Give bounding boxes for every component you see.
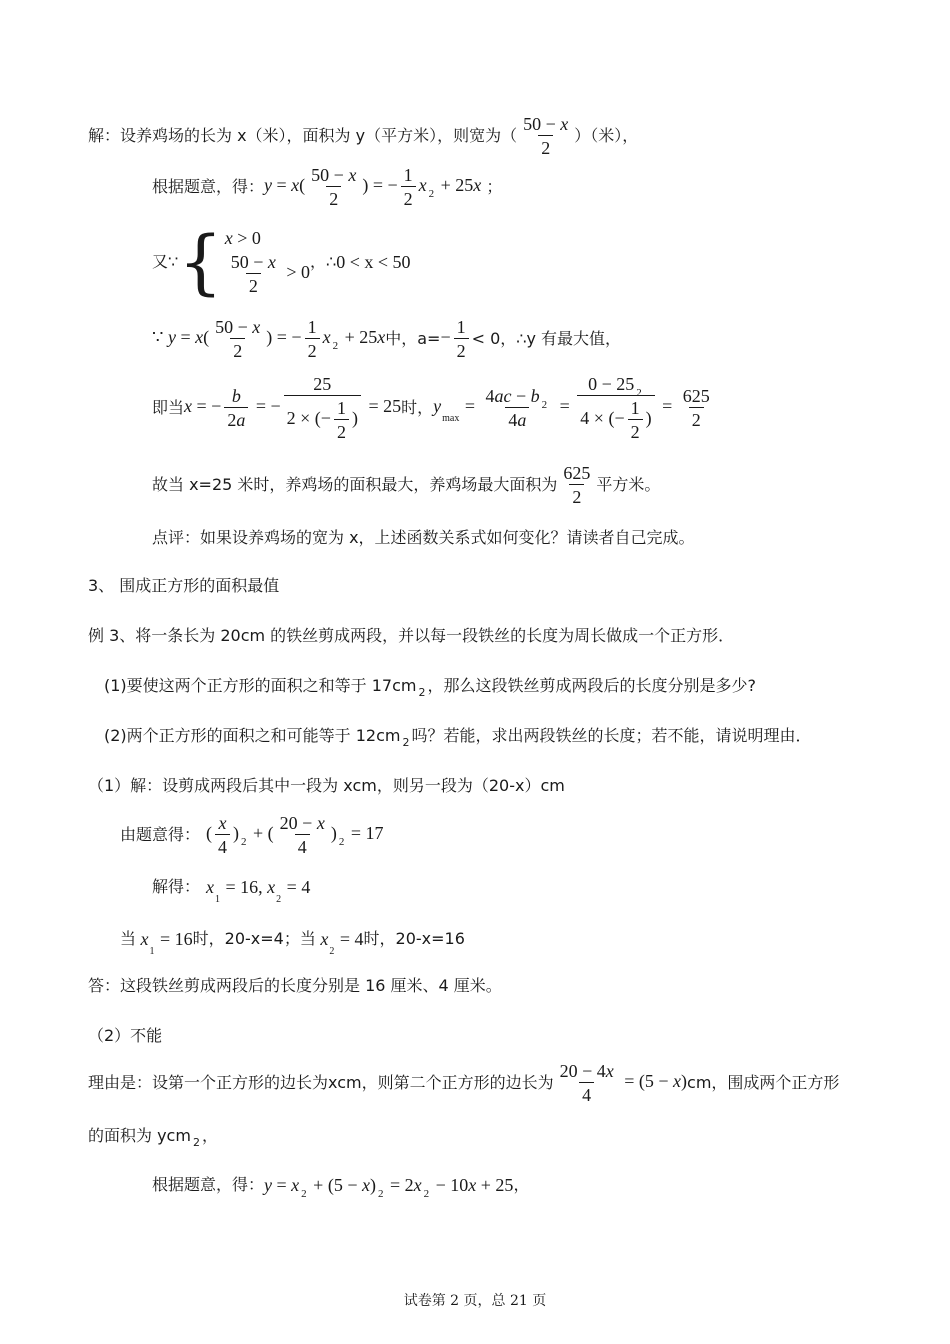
text-s1: （1）解：设剪成两段后其中一段为 xcm，则另一段为（20-x）cm xyxy=(88,776,565,795)
formula-function-restated: ∵ y = x( $\frac{50 - x}{2}$ ) = − $\frac{1}{2}$ x $_2$ + 25x xyxy=(152,317,386,361)
text-s6-a: 理由是：设第一个正方形的边长为xcm，则第二个正方形的边长为 xyxy=(88,1073,554,1092)
text-s7-sup: 2 xyxy=(192,1135,200,1149)
formula-x1: $x_1 = 16$ xyxy=(140,929,193,957)
formula-area-sum: ( $\frac{x}{4}$ ) $_2$ + ( $\frac{20 - x}{4}$ ) $_2$ = 17 xyxy=(206,813,384,857)
text-q1-b: ，那么这段铁丝剪成两段后的长度分别是多少? xyxy=(427,676,756,695)
formula-width: $\frac{50 - x}{2}$ xyxy=(523,114,569,158)
text-q1-sup: 2 xyxy=(418,685,426,699)
solution-line-vertex xyxy=(152,374,716,442)
formula-domain-range: 0 < x < 50 xyxy=(336,252,411,272)
formula-y-max: $y_{max}$ = $\frac{4ac - b _2}{4a}$ = 0 − 25 $_2$ 4 × (− $\frac{1}{2}$ ) = $\frac{625}{2}$ xyxy=(433,374,710,442)
formula-a-value: − $\frac{1}{2}$ xyxy=(440,318,471,360)
text-answer-1: 答：这段铁丝剪成两段后的长度分别是 16 厘米、4 厘米。 xyxy=(88,976,502,995)
solution-2-header xyxy=(88,1026,162,1046)
solution-line-conclusion xyxy=(152,462,660,508)
text-conclusion: 故当 x=25 米时，养鸡场的面积最大，养鸡场最大面积为 xyxy=(152,475,558,494)
formula-area-quadratic: y = x $_2$ + (5 − x) $_2$ = 2x $_2$ − 10x + 25 xyxy=(264,1175,514,1200)
section-heading-3 xyxy=(88,576,279,596)
text-s8: 根据题意，得： xyxy=(152,1175,265,1194)
solution-line-width xyxy=(88,113,638,159)
text-width-unit: ）（米）， xyxy=(574,126,639,145)
formula-side-length: $\frac{20 - 4x}{4}$ = (5 − x) xyxy=(559,1061,688,1105)
solution-2-area-def xyxy=(88,1126,218,1149)
text-width-intro: 解：设养鸡场的长为 x（米），面积为 y（平方米），则宽为（ xyxy=(88,126,518,145)
text-s4-a: 当 xyxy=(120,929,137,948)
text-where-a: 中，a= xyxy=(385,329,441,348)
solution-1-roots xyxy=(152,874,311,905)
text-example-3: 例 3、将一条长为 20cm 的铁丝剪成两段，并以每一段铁丝的长度为周长做成一个正方形． xyxy=(88,626,735,645)
solution-2-reason xyxy=(88,1060,839,1106)
text-has-max: < 0，∴y 有最大值， xyxy=(471,329,622,348)
text-s2: 由题意得： xyxy=(120,825,201,844)
formula-area-function: y = x( $\frac{50 - x}{2}$ ) = − $\frac{1}{2}$ x $_2$ + 25x xyxy=(264,165,482,209)
comment-line xyxy=(152,528,695,548)
question-2 xyxy=(104,726,812,749)
solution-1-setup xyxy=(88,776,565,796)
text-s7-b: ， xyxy=(201,1126,218,1145)
formula-inequality-system: { x > 0 $\frac{50 - x}{2}$ > 0 xyxy=(178,221,311,303)
page-footer xyxy=(0,1292,950,1310)
text-q1-a: (1)要使这两个正方形的面积之和等于 17cm xyxy=(104,676,417,695)
text-s8-comma: ， xyxy=(513,1175,530,1194)
text-s7-a: 的面积为 ycm xyxy=(88,1126,191,1145)
text-s4-b: 时，20-x=4；当 xyxy=(192,929,316,948)
text-heading-3: 3、 围成正方形的面积最值 xyxy=(88,576,280,595)
solution-2-function xyxy=(152,1172,529,1198)
text-according: 根据题意，得： xyxy=(152,177,265,196)
text-q2-sup: 2 xyxy=(402,735,410,749)
question-1 xyxy=(104,676,756,699)
text-semicolon: ； xyxy=(481,177,503,196)
text-q2-a: (2)两个正方形的面积之和可能等于 12cm xyxy=(104,726,401,745)
text-s4-c: 时，20-x=16 xyxy=(363,929,465,948)
solution-1-equation xyxy=(120,810,383,860)
text-namely-when: 即当 xyxy=(152,398,185,417)
text-therefore: ，∴ xyxy=(310,252,337,271)
text-s6-b: cm，围成两个正方形 xyxy=(687,1073,840,1092)
brace-icon: { xyxy=(178,221,223,303)
formula-roots: $x_1 = 16$, $x_2 = 4$ xyxy=(206,877,311,905)
solution-line-coefficient xyxy=(152,316,621,362)
formula-x2: $x_2 = 4$ xyxy=(320,929,364,957)
text-s5: （2）不能 xyxy=(88,1026,163,1045)
formula-vertex-x: x = − $\frac{b}{2a}$ = − 25 2 × (− $\frac{1}{2}$ ) = 25 xyxy=(184,374,402,442)
answer-1 xyxy=(88,976,502,996)
text-page-number: 试卷第 2 页，总 21 页 xyxy=(403,1293,547,1309)
text-when: 时， xyxy=(401,398,434,417)
text-s3: 解得： xyxy=(152,877,201,896)
formula-max-area: $\frac{625}{2}$ xyxy=(563,463,591,507)
solution-line-function xyxy=(152,164,502,210)
solution-1-cases xyxy=(120,926,465,957)
solution-line-domain xyxy=(152,222,411,302)
example-3-statement xyxy=(88,626,734,646)
text-q2-b: 吗？若能，求出两段铁丝的长度；若不能，请说明理由． xyxy=(411,726,812,745)
text-comment: 点评：如果设养鸡场的宽为 x，上述函数关系式如何变化？请读者自己完成。 xyxy=(152,528,695,547)
text-also-because: 又∵ xyxy=(152,252,179,271)
text-square-meters: 平方米。 xyxy=(596,475,661,494)
